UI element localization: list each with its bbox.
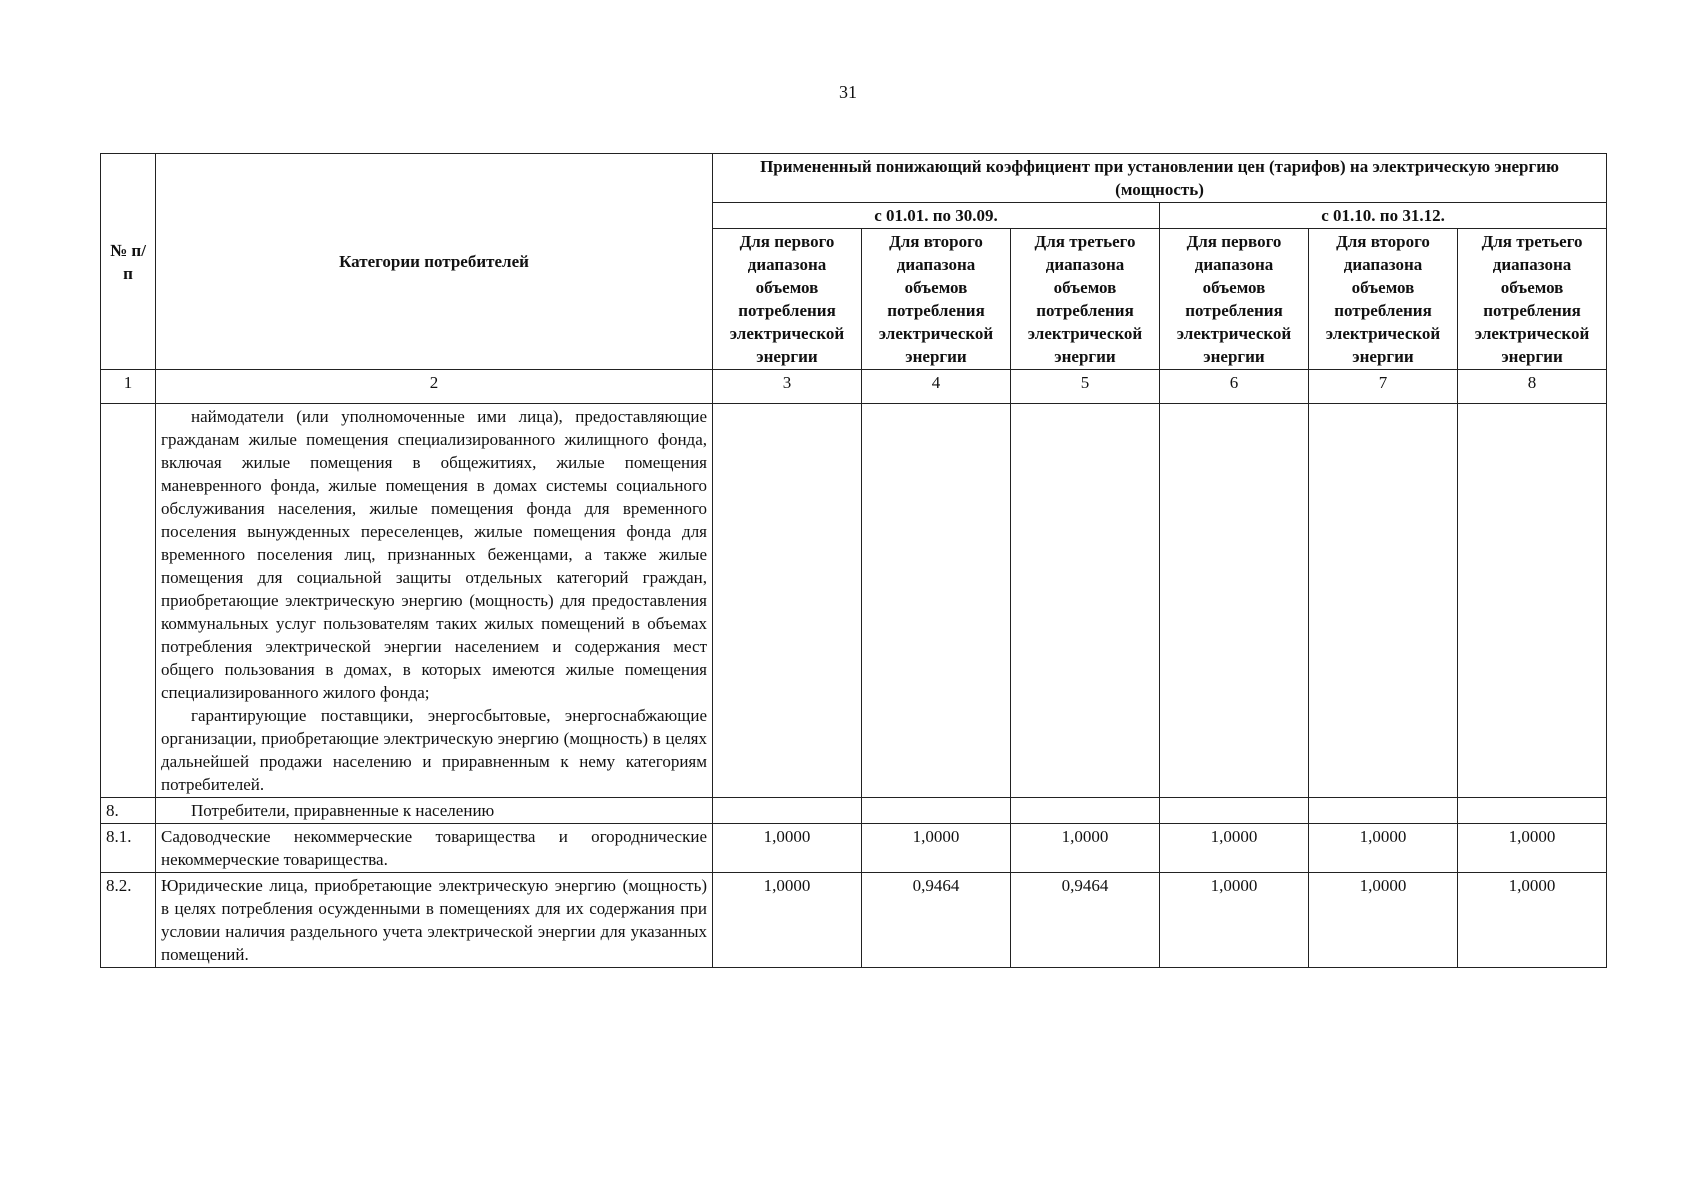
row-value: 1,0000: [1458, 824, 1607, 873]
tariff-coefficient-table: [100, 153, 1607, 968]
header-period-1: с 01.01. по 30.09.: [713, 203, 1160, 229]
value-cell: [1011, 404, 1160, 798]
row-value: 1,0000: [1309, 824, 1458, 873]
header-range-6: Для третьего диапазона объемов потребления электрической энергии: [1458, 229, 1607, 370]
row-value: 1,0000: [1160, 873, 1309, 968]
category-paragraph-2: гарантирующие поставщики, энергосбытовые, энергоснабжающие организации, приобретающие электрическую энергию (мощность) в целях дальнейшей продажи населению и приравненным к нему категориям потребителей.: [161, 706, 707, 794]
header-range-1: Для первого диапазона объемов потребления электрической энергии: [713, 229, 862, 370]
row-num-cell: [101, 404, 156, 798]
row-value: 1,0000: [1309, 873, 1458, 968]
table-row: [101, 798, 1607, 824]
row-num: 8.: [101, 798, 156, 824]
column-number-row: [101, 370, 1607, 404]
row-num: 8.2.: [101, 873, 156, 968]
row-value: 1,0000: [713, 824, 862, 873]
row-value: 1,0000: [862, 824, 1011, 873]
value-cell: [713, 404, 862, 798]
column-number-3: 3: [713, 370, 862, 404]
table-row-continuation: [101, 404, 1607, 798]
header-num: № п/п: [101, 154, 156, 370]
row-value: 1,0000: [713, 873, 862, 968]
row-category: Садоводческие некоммерческие товарищества и огороднические некоммерческие товарищества.: [156, 824, 713, 873]
page-number: 31: [839, 82, 857, 102]
row-num: 8.1.: [101, 824, 156, 873]
header-period-2: с 01.10. по 31.12.: [1160, 203, 1607, 229]
column-number-2: 2: [156, 370, 713, 404]
row-value: [862, 798, 1011, 824]
value-cell: [1458, 404, 1607, 798]
column-number-7: 7: [1309, 370, 1458, 404]
header-range-3: Для третьего диапазона объемов потребления электрической энергии: [1011, 229, 1160, 370]
header-range-5: Для второго диапазона объемов потребления электрической энергии: [1309, 229, 1458, 370]
row-value: 0,9464: [862, 873, 1011, 968]
header-category: Категории потребителей: [156, 154, 713, 370]
header-range-4: Для первого диапазона объемов потребления электрической энергии: [1160, 229, 1309, 370]
row-value: 1,0000: [1160, 824, 1309, 873]
column-number-5: 5: [1011, 370, 1160, 404]
row-value: [1458, 798, 1607, 824]
column-number-6: 6: [1160, 370, 1309, 404]
row-value: 1,0000: [1458, 873, 1607, 968]
row-category: Потребители, приравненные к населению: [156, 798, 713, 824]
column-number-4: 4: [862, 370, 1011, 404]
value-cell: [862, 404, 1011, 798]
row-value: 0,9464: [1011, 873, 1160, 968]
category-paragraph-1: наймодатели (или уполномоченные ими лица), предоставляющие гражданам жилые помещения специализированного жилищного фонда, включая жилые помещения в общежитиях, жилые помещения маневренного фонда, жилые помещения в домах системы социального обслуживания населения, жилые помещения фонда для временного поселения вынужденных переселенцев, жилые помещения фонда для временного поселения лиц, признанных беженцами, а также жилые помещения для социальной защиты отдельных категорий граждан, приобретающие электрическую энергию (мощность) для предоставления коммунальных услуг пользователям таких жилых помещений в объемах потребления электрической энергии населением и содержания мест общего пользования в домах, в которых имеются жилые помещения специализированного жилого фонда;: [161, 407, 707, 702]
category-cell: [156, 404, 713, 798]
column-number-1: 1: [101, 370, 156, 404]
value-cell: [1309, 404, 1458, 798]
column-number-8: 8: [1458, 370, 1607, 404]
row-value: [713, 798, 862, 824]
row-value: 1,0000: [1011, 824, 1160, 873]
header-coefficient-title: Примененный понижающий коэффициент при установлении цен (тарифов) на электрическую энергию (мощность): [713, 154, 1607, 203]
row-category: Юридические лица, приобретающие электрическую энергию (мощность) в целях потребления осужденными в помещениях для их содержания при условии наличия раздельного учета электрической энергии для указанных помещений.: [156, 873, 713, 968]
table-row: [101, 873, 1607, 968]
row-value: [1309, 798, 1458, 824]
table-row: [101, 824, 1607, 873]
header-range-2: Для второго диапазона объемов потребления электрической энергии: [862, 229, 1011, 370]
value-cell: [1160, 404, 1309, 798]
row-value: [1011, 798, 1160, 824]
header-row-title: [101, 154, 1607, 203]
row-value: [1160, 798, 1309, 824]
